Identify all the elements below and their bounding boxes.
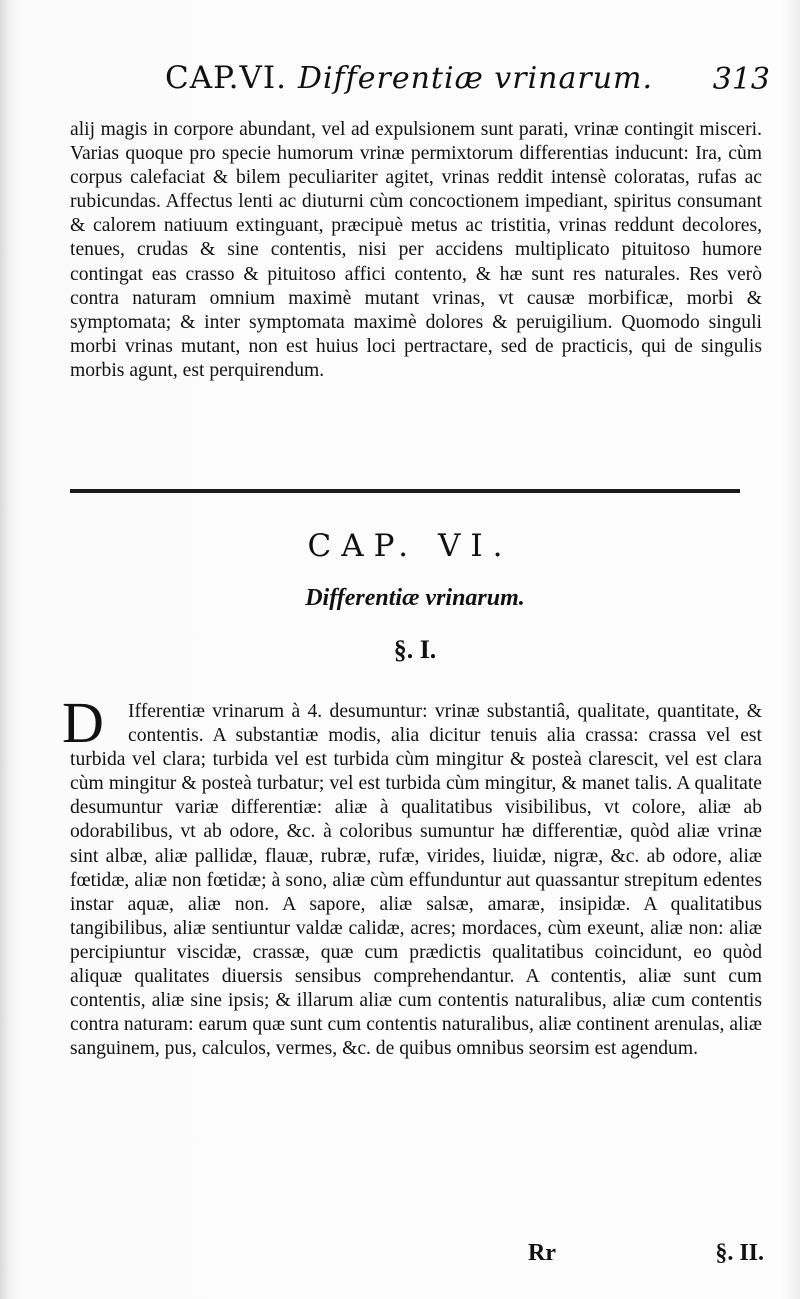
top-paragraph: alij magis in corpore abundant, vel ad expulsionem sunt parati, vrinæ contingit misceri. Varias quoque pro specie humorum vrinæ permixtorum differentias inducunt: Ira, cùm corpus calefaciat & bilem peculiariter agitet, vrinas reddit intensè coloratas, rufas ac rubicundas. Affectus lenti ac diuturni cùm concoctionem impediant, spiritus consumant & calorem natiuum extinguant, præcipuè metus ac tristitia, vrinas reddunt decolores, tenues, crudas & sine contentis, nisi per accidens multiplicato pituitoso humore contingat eas crasso & pituitoso affici contento, & hæ sunt res naturales. Res verò contra naturam omnium maximè mutant vrinas, vt causæ morbificæ, morbi & symptomata; & inter symptomata maximè dolores & peruigilium. Quomodo singuli morbi vrinas mutant, non est huius loci pertractare, sed de practicis, qui de singulis morbis agunt, est perquirendum. xyxy=(70,119,762,381)
signature-mark: Rr xyxy=(528,1240,556,1266)
running-title xyxy=(165,60,653,96)
page-number: 313 xyxy=(712,62,770,97)
running-head xyxy=(70,60,770,110)
chapter-heading: CAP. VI. xyxy=(307,528,513,564)
chapter-subtitle: Differentiæ vrinarum. xyxy=(305,585,525,611)
running-chapter: CAP.VI. xyxy=(165,60,288,96)
drop-cap: D xyxy=(62,690,104,755)
section-divider xyxy=(70,489,740,493)
running-title-text: Differentiæ vrinarum. xyxy=(297,61,654,96)
section-number: §. I. xyxy=(393,635,437,664)
catchword: §. II. xyxy=(715,1240,764,1266)
body-paragraph: Ifferentiæ vrinarum à 4. desumuntur: vrinæ substantiâ, qualitate, quantitate, & contentis. A substantiæ modis, alia dicitur tenuis alia crassa: crassa vel est turbida vel clara; turbida vel est turbida cùm mingitur & posteà clarescit, vel est clara cùm mingitur & posteà turbatur; vel est turbida cùm mingitur, & manet talis. A qualitate desumuntur variæ differentiæ: aliæ à qualitatibus visibilibus, vt colore, aliæ ab odorabilibus, vt ab odore, &c. à coloribus sumuntur hæ differentiæ, quòd aliæ vrinæ sint albæ, aliæ pallidæ, flauæ, rubræ, rufæ, virides, liuidæ, nigræ, &c. ab odore, aliæ fœtidæ, aliæ non fœtidæ; à sono, aliæ cùm effunduntur aut quassantur strepitum edentes instar aquæ, aliæ non. A sapore, aliæ salsæ, amaræ, insipidæ. A qualitatibus tangibilibus, aliæ sentiuntur valdæ calidæ, acres; mordaces, cùm exeunt, aliæ non: aliæ percipiuntur viscidæ, crassæ, quæ cum prædictis qualitatibus coincidunt, eo quòd aliquæ qualitates diuersis sensibus comprehendantur. A contentis, aliæ sunt cum contentis, aliæ sine ipsis; & illarum aliæ cum contentis naturalibus, aliæ cum contentis contra naturam: earum quæ sunt cum contentis naturalibus, aliæ continent arenulas, aliæ sanguinem, pus, calculos, vermes, &c. de quibus omnibus seorsim est agendum. xyxy=(70,701,762,1060)
